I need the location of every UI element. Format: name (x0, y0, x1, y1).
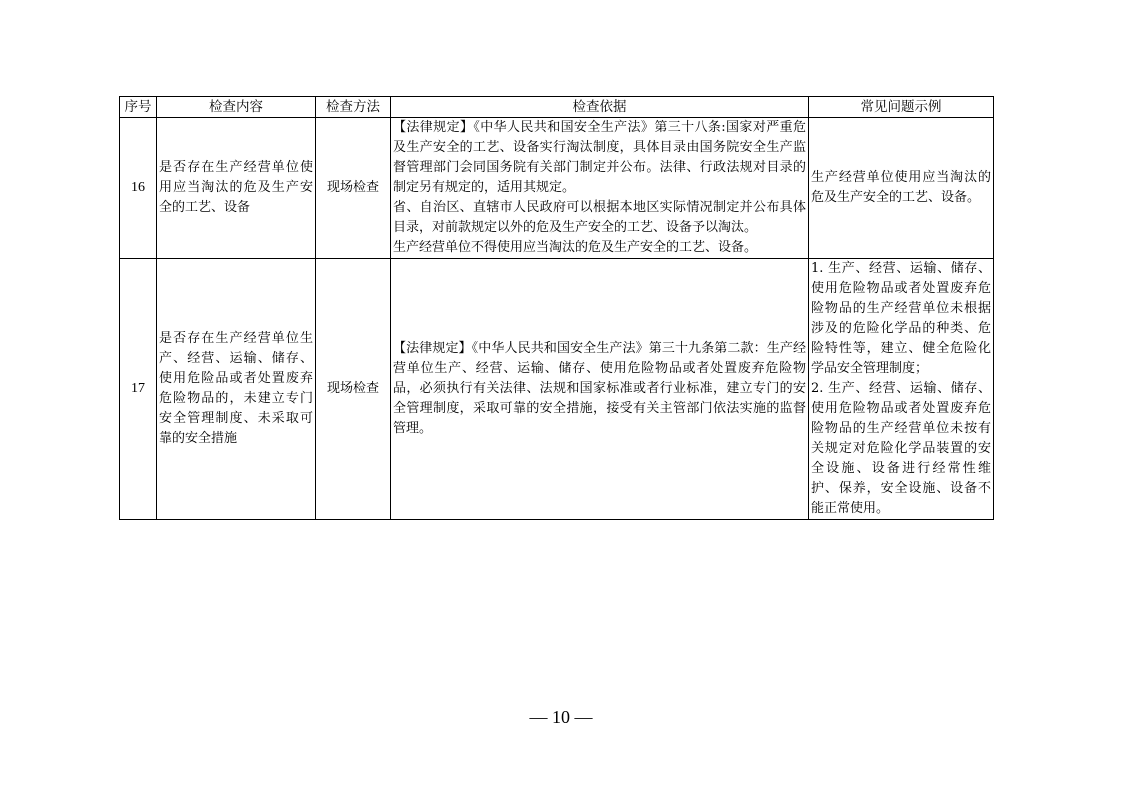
header-method: 检查方法 (316, 97, 391, 118)
issue-item: 2. 生产、经营、运输、储存、使用危险物品或者处置废弃危险物品的生产经营单位未按有关规定对危险化学品装置的安全设施、设备进行经常性维护、保养，安全设施、设备不能正常使用。 (811, 381, 991, 516)
row-issues (809, 259, 994, 520)
row-method: 现场检查 (316, 259, 391, 520)
table-header-row (120, 97, 994, 118)
row-content: 是否存在生产经营单位生产、经营、运输、储存、使用危险品或者处置废弃危险物品的，未建立专门安全管理制度、未采取可靠的安全措施 (157, 259, 316, 520)
header-basis: 检查依据 (391, 97, 809, 118)
basis-paragraph: 【法律规定】《中华人民共和国安全生产法》第三十九条第二款：生产经营单位生产、经营、运输、储存、使用危险物品或者处置废弃危险物品，必须执行有关法律、法规和国家标准或者行业标准，建立专门的安全管理制度，采取可靠的安全措施，接受有关主管部门依法实施的监督管理。 (393, 341, 806, 436)
issue-item: 生产经营单位使用应当淘汰的危及生产安全的工艺、设备。 (811, 170, 991, 205)
row-content: 是否存在生产经营单位使用应当淘汰的危及生产安全的工艺、设备 (157, 118, 316, 259)
basis-paragraph: 省、自治区、直辖市人民政府可以根据本地区实际情况制定并公布具体目录，对前款规定以外的危及生产安全的工艺、设备予以淘汰。 (393, 200, 806, 235)
table-row (120, 118, 994, 259)
row-seq: 16 (120, 118, 157, 259)
row-basis (391, 118, 809, 259)
header-seq: 序号 (120, 97, 157, 118)
row-issues (809, 118, 994, 259)
table-row (120, 259, 994, 520)
row-seq: 17 (120, 259, 157, 520)
header-content: 检查内容 (157, 97, 316, 118)
header-issues: 常见问题示例 (809, 97, 994, 118)
page-number: — 10 — (529, 707, 593, 727)
inspection-table (119, 96, 994, 520)
issue-item: 1. 生产、经营、运输、储存、使用危险物品或者处置废弃危险物品的生产经营单位未根据涉及的危险化学品的种类、危险特性等，建立、健全危险化学品安全管理制度； (811, 261, 991, 376)
basis-paragraph: 【法律规定】《中华人民共和国安全生产法》第三十八条:国家对严重危及生产安全的工艺、设备实行淘汰制度，具体目录由国务院安全生产监督管理部门会同国务院有关部门制定并公布。法律、行政法规对目录的制定另有规定的，适用其规定。 (393, 120, 806, 195)
basis-paragraph: 生产经营单位不得使用应当淘汰的危及生产安全的工艺、设备。 (393, 240, 758, 255)
row-method: 现场检查 (316, 118, 391, 259)
row-basis (391, 259, 809, 520)
